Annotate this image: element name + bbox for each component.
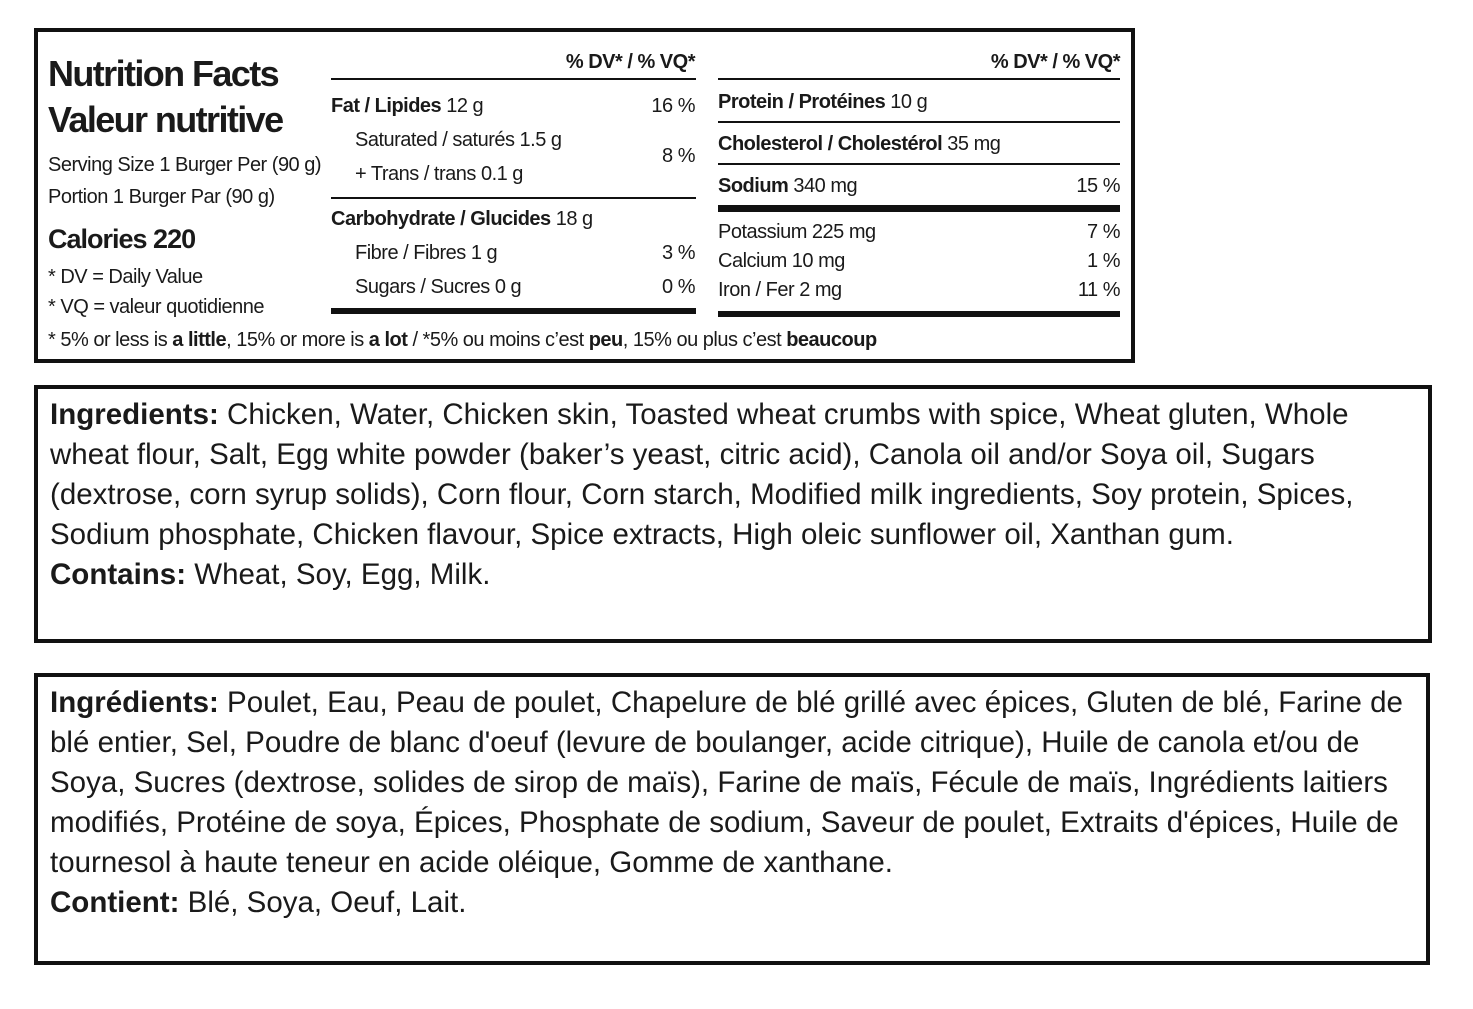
footnote-bold: a lot bbox=[368, 329, 408, 351]
divider bbox=[718, 163, 1120, 165]
footnote-bold: beaucoup bbox=[786, 329, 877, 351]
divider bbox=[718, 78, 1120, 80]
fibre-row: Fibre / Fibres 1 g bbox=[355, 242, 498, 264]
title-en: Nutrition Facts bbox=[48, 53, 279, 94]
divider bbox=[718, 121, 1120, 123]
calcium-dv: 1 % bbox=[1087, 250, 1120, 272]
divider bbox=[331, 197, 696, 199]
iron-dv: 11 % bbox=[1077, 279, 1120, 301]
contains-paragraph-en bbox=[50, 555, 1418, 595]
iron-row: Iron / Fer 2 mg bbox=[718, 279, 842, 301]
potassium-dv: 7 % bbox=[1087, 221, 1120, 243]
fat-amount: 12 g bbox=[446, 95, 484, 117]
dv-definition bbox=[48, 266, 203, 289]
calcium-row: Calcium 10 mg bbox=[718, 250, 845, 272]
protein-amount: 10 g bbox=[890, 91, 928, 113]
fat-row bbox=[331, 95, 483, 118]
ingredients-label-fr: Ingrédients: bbox=[50, 686, 219, 719]
ingredients-paragraph-en bbox=[50, 395, 1418, 555]
trans-row: + Trans / trans 0.1 g bbox=[355, 163, 523, 185]
fat-label: Fat / Lipides bbox=[331, 95, 442, 117]
vq-definition-text: VQ = valeur quotidienne bbox=[60, 296, 265, 318]
fat-dv: 16 % bbox=[651, 95, 695, 117]
nutrition-facts-table bbox=[34, 28, 1135, 363]
contains-text-fr: Blé, Soya, Oeuf, Lait. bbox=[187, 886, 467, 919]
footnote bbox=[48, 329, 877, 352]
protein-label: Protein / Protéines bbox=[718, 91, 886, 113]
contains-label-fr: Contient: bbox=[50, 886, 180, 919]
calories: Calories 220 bbox=[48, 224, 196, 254]
sugars-row: Sugars / Sucres 0 g bbox=[355, 276, 522, 298]
potassium-row: Potassium 225 mg bbox=[718, 221, 876, 243]
ingredients-paragraph-fr bbox=[50, 683, 1416, 883]
ingredients-panel-en bbox=[34, 385, 1432, 643]
ingredients-label-en: Ingredients: bbox=[50, 398, 219, 431]
footnote-bold: a little bbox=[172, 329, 227, 351]
contains-paragraph-fr bbox=[50, 883, 1416, 923]
cholesterol-row bbox=[718, 133, 1000, 156]
contains-text-en: Wheat, Soy, Egg, Milk. bbox=[194, 558, 491, 591]
cholesterol-amount: 35 mg bbox=[947, 133, 1001, 155]
footnote-bold: peu bbox=[588, 329, 623, 351]
ingredients-panel-fr bbox=[34, 673, 1430, 965]
thick-divider bbox=[331, 308, 696, 314]
footnote-part: 5% or less is bbox=[60, 329, 173, 351]
protein-row bbox=[718, 91, 927, 114]
fibre-dv: 3 % bbox=[662, 242, 695, 264]
serving-size-fr: Portion 1 Burger Par (90 g) bbox=[48, 186, 275, 208]
asterisk: * bbox=[48, 296, 56, 318]
carb-row bbox=[331, 208, 593, 231]
footnote-part: , 15% ou plus c’est bbox=[622, 329, 787, 351]
sodium-row bbox=[718, 175, 857, 198]
asterisk: * bbox=[48, 329, 56, 351]
thick-divider bbox=[718, 205, 1120, 212]
sodium-dv: 15 % bbox=[1076, 175, 1120, 197]
sugars-dv: 0 % bbox=[662, 276, 695, 298]
ingredients-text-en: Chicken, Water, Chicken skin, Toasted wheat crumbs with spice, Wheat gluten, Whole wheat flour, Salt, Egg white powder (baker’s yeast, citric acid), Canola oil and/or Soya oil, Sugars (dextrose, corn syrup solids), Corn flour, Corn starch, Modified milk ingredients, Soy protein, Spices, Sodium phosphate, Chicken flavour, Spice extracts, High oleic sunflower oil, Xanthan gum. bbox=[50, 398, 1354, 551]
cholesterol-label: Cholesterol / Cholestérol bbox=[718, 133, 943, 155]
contains-label-en: Contains: bbox=[50, 558, 187, 591]
title-fr: Valeur nutritive bbox=[48, 99, 283, 140]
carb-amount: 18 g bbox=[555, 208, 593, 230]
dv-header-right: % DV* / % VQ* bbox=[990, 51, 1120, 73]
saturated-row: Saturated / saturés 1.5 g bbox=[355, 129, 562, 151]
vq-definition bbox=[48, 296, 264, 319]
sodium-label: Sodium bbox=[718, 175, 789, 197]
dv-definition-text: DV = Daily Value bbox=[60, 266, 203, 288]
sodium-amount: 340 mg bbox=[793, 175, 858, 197]
divider bbox=[331, 78, 696, 80]
footnote-part: / *5% ou moins c’est bbox=[407, 329, 589, 351]
ingredients-text-fr: Poulet, Eau, Peau de poulet, Chapelure de blé grillé avec épices, Gluten de blé, Farine de blé entier, Sel, Poudre de blanc d'oeuf (levure de boulanger, acide citrique), Huile de canola et/ou de Soya, Sucres (dextrose, solides de sirop de maïs), Farine de maïs, Fécule de maïs, Ingrédients laitiers modifiés, Protéine de soya, Épices, Phosphate de sodium, Saveur de poulet, Extraits d'épices, Huile de tournesol à haute teneur en acide oléique, Gomme de xanthane. bbox=[50, 686, 1403, 879]
asterisk: * bbox=[48, 266, 56, 288]
serving-size-en: Serving Size 1 Burger Per (90 g) bbox=[48, 154, 322, 176]
dv-header-left: % DV* / % VQ* bbox=[565, 51, 695, 73]
sat-trans-dv: 8 % bbox=[662, 145, 695, 167]
footnote-part: , 15% or more is bbox=[226, 329, 369, 351]
carb-label: Carbohydrate / Glucides bbox=[331, 208, 551, 230]
thick-divider bbox=[718, 311, 1120, 317]
